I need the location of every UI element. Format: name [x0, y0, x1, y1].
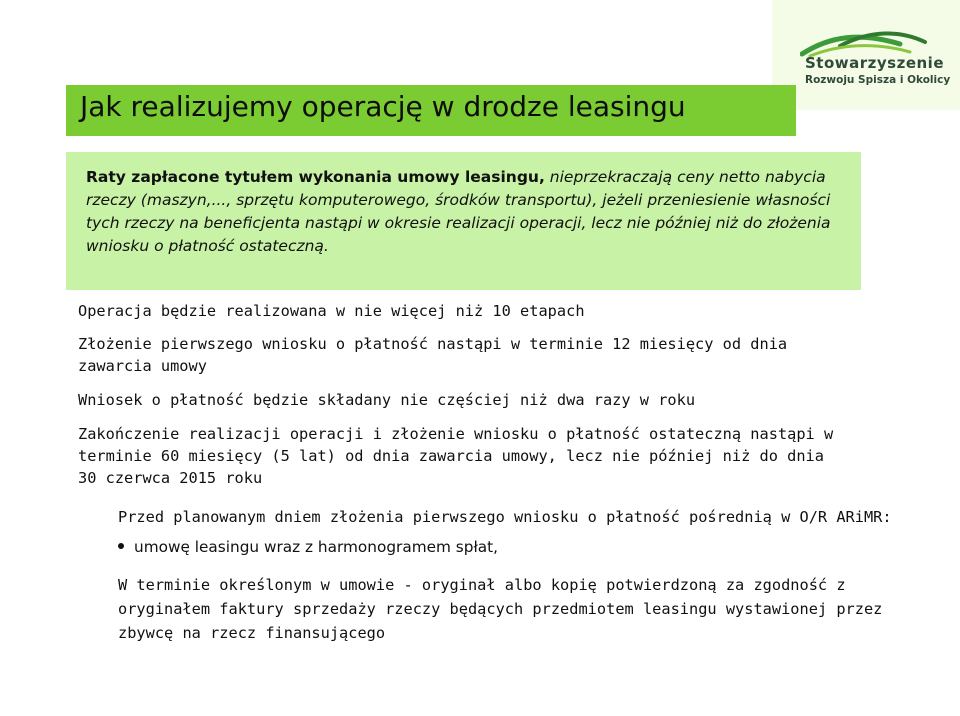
logo-subtitle: Rozwoju Spisza i Okolicy	[805, 74, 951, 86]
highlight-text	[86, 166, 846, 258]
bullet-text: umowę leasingu wraz z harmonogramem spłat,	[134, 538, 499, 556]
paragraph-stages: Operacja będzie realizowana w nie więcej niż 10 etapach	[78, 302, 585, 320]
bullet-dot-icon	[118, 543, 124, 549]
paragraph-invoice: W terminie określonym w umowie - oryginał albo kopię potwierdzoną za zgodność z oryginałem faktury sprzedaży rzeczy będących przedmiotem leasingu wystawionej przez zbywcę na rzecz finansującego	[118, 576, 883, 642]
paragraph-completion: Zakończenie realizacji operacji i złożenie wniosku o płatność ostateczną nastąpi w terminie 60 miesięcy (5 lat) od dnia zawarcia umowy, lecz nie później niż do dnia 30 czerwca 2015 roku	[78, 425, 834, 487]
paragraph-before-application: Przed planowanym dniem złożenia pierwszego wniosku o płatność pośrednią w O/R ARiMR:	[118, 508, 892, 526]
page-title: Jak realizujemy operację w drodze leasingu	[80, 90, 686, 123]
paragraph-first-application: Złożenie pierwszego wniosku o płatność nastąpi w terminie 12 miesięcy od dnia zawarcia umowy	[78, 335, 788, 375]
organization-logo	[800, 28, 951, 86]
bullet-item	[118, 538, 498, 556]
highlight-box	[66, 152, 861, 290]
paragraph-application-frequency: Wniosek o płatność będzie składany nie częściej niż dwa razy w roku	[78, 391, 696, 409]
highlight-bold-text: Raty zapłacone tytułem wykonania umowy leasingu,	[86, 168, 545, 186]
highlight-italic-text: nieprzekraczają ceny netto nabycia rzeczy (maszyn,..., sprzętu komputerowego, środków transportu), jeżeli przeniesienie własności tych rzeczy na beneficjenta nastąpi w okresie realizacji operacji, lecz nie później niż do złożenia wniosku o płatność ostateczną.	[86, 168, 831, 255]
logo-name: Stowarzyszenie	[805, 54, 944, 72]
